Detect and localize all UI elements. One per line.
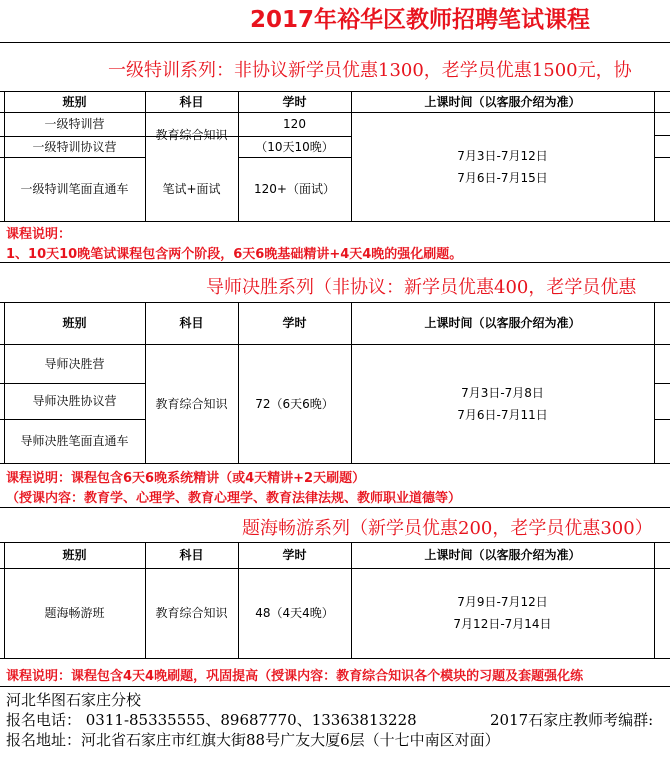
dates-cell (351, 568, 654, 658)
section1-banner: 一级特训系列：非协议新学员优惠1300，老学员优惠1500元，协 (108, 60, 632, 81)
table-row: 导师决胜营 (44, 356, 105, 371)
table-row: 一级特训营 (44, 117, 105, 131)
header-class: 班别 (62, 316, 87, 330)
section2-note: 课程说明：课程包含6天6晚系统精讲（或4天精讲+2天刷题） (6, 471, 366, 486)
section1-note: 1、10天10晚笔试课程包含两个阶段，6天6晚基础精讲+4天4晚的强化刷题。 (6, 247, 463, 262)
section2-banner: 导师决胜系列（非协议：新学员优惠400，老学员优惠 (206, 277, 637, 298)
header-hours: 学时 (282, 94, 307, 109)
date-line: 7月9日-7月12日 (457, 595, 548, 609)
date-line: 7月12日-7月14日 (453, 617, 552, 631)
section1-note-label: 课程说明： (6, 227, 72, 242)
header-time: 上课时间（以客服介绍为准） (424, 316, 581, 330)
footer-school: 河北华图石家庄分校 (6, 691, 142, 709)
date-line: 7月3日-7月12日 (457, 148, 548, 163)
table-row: 导师决胜协议营 (32, 394, 117, 408)
dates-cell (351, 112, 654, 221)
dates-cell (351, 344, 654, 463)
hours-cell: 120+（面试） (254, 182, 335, 196)
date-line: 7月3日-7月8日 (461, 385, 544, 400)
footer-address: 报名地址：河北省石家庄市红旗大街88号广友大厦6层（十七中南区对面） (6, 731, 500, 749)
header-time: 上课时间（以客服介绍为准） (424, 548, 581, 562)
table-row: 导师决胜笔面直通车 (20, 434, 129, 448)
header-class: 班别 (62, 94, 87, 109)
footer-group: 2017石家庄教师考编群: (490, 711, 654, 729)
table-row: 一级特训笔面直通车 (20, 182, 129, 196)
header-hours: 学时 (282, 316, 307, 330)
subject-cell: 教育综合知识 (155, 396, 228, 411)
footer-phone: 报名电话： 0311-85335555、89687770、13363813228 (6, 711, 417, 729)
date-line: 7月6日-7月15日 (457, 170, 548, 185)
header-subject: 科目 (179, 316, 204, 330)
subject-cell: 教育综合知识 (155, 606, 228, 620)
hours-cell: 72（6天6晚） (255, 396, 334, 411)
hours-cell: 120 (283, 117, 306, 131)
header-subject: 科目 (179, 548, 204, 562)
page-title: 2017年裕华区教师招聘笔试课程 (250, 7, 591, 33)
header-time: 上课时间（以客服介绍为准） (424, 94, 581, 109)
header-class: 班别 (62, 548, 87, 562)
section3-banner: 题海畅游系列（新学员优惠200，老学员优惠300） (242, 518, 653, 539)
date-line: 7月6日-7月11日 (457, 407, 548, 422)
table-row: 题海畅游班 (44, 606, 105, 620)
header-subject: 科目 (179, 94, 204, 109)
header-hours: 学时 (282, 548, 307, 562)
table-row: 一级特训协议营 (32, 139, 117, 154)
subject-cell: 教育综合知识 (155, 127, 228, 142)
subject-cell: 笔试+面试 (162, 182, 221, 196)
section3-note: 课程说明：课程包含4天4晚刷题，巩固提高（授课内容：教育综合知识各个模块的习题及套题强化练 (6, 669, 584, 684)
hours-cell: （10天10晚） (255, 139, 334, 154)
section2-note-detail: （授课内容：教育学、心理学、教育心理学、教育法律法规、教师职业道德等） (6, 491, 462, 506)
hours-cell: 48（4天4晚） (255, 606, 334, 620)
